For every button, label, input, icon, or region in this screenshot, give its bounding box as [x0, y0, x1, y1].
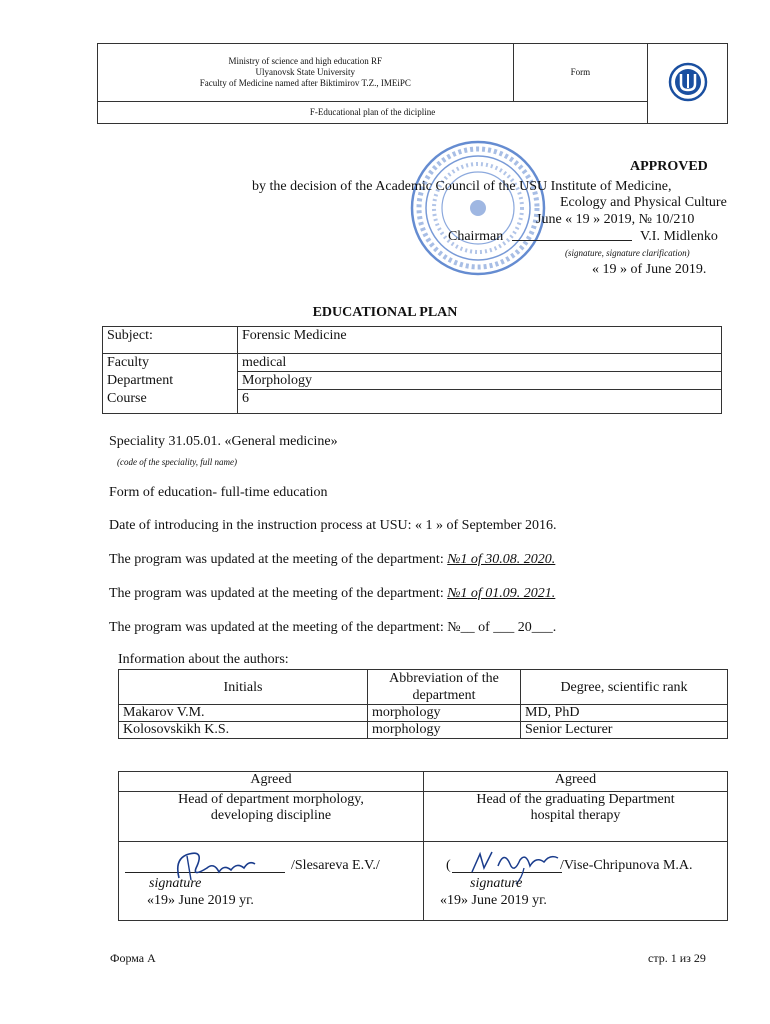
authors-header-department: Abbreviation of the department	[368, 670, 521, 705]
table-row	[119, 722, 728, 739]
chairman-name: V.I. Midlenko	[640, 229, 718, 244]
university-emblem-icon	[668, 62, 708, 102]
agreed-left-role	[119, 792, 424, 842]
agreed-right-role-1: Head of the graduating Department	[476, 792, 675, 807]
chairman-signature-line	[512, 240, 632, 241]
approved-title: APPROVED	[630, 159, 708, 174]
author-department: morphology	[368, 722, 521, 739]
table-row	[103, 372, 722, 390]
table-row	[119, 705, 728, 722]
header-form-label: Form	[513, 44, 648, 102]
authors-header-degree: Degree, scientific rank	[521, 670, 728, 705]
plan-label-subject: Subject:	[103, 327, 238, 354]
plan-value-faculty: medical	[238, 354, 722, 372]
plan-label-faculty: Faculty	[103, 354, 238, 372]
author-department: morphology	[368, 705, 521, 722]
update-value: №__ of ___ 20___.	[447, 620, 557, 635]
author-degree: Senior Lecturer	[521, 722, 728, 739]
header-ministry: Ministry of science and high education RF	[228, 56, 383, 66]
author-initials: Kolosovskikh K.S.	[119, 722, 368, 739]
author-initials: Makarov V.M.	[119, 705, 368, 722]
agreed-right-signature-cell	[424, 842, 728, 921]
agreed-right-role	[424, 792, 728, 842]
update-prefix: The program was updated at the meeting of the department:	[109, 620, 448, 635]
plan-info-table	[102, 326, 722, 414]
footer-page-number: стр. 1 из 29	[648, 951, 706, 965]
approval-line-1: by the decision of the Academic Council of the USU Institute of Medicine,	[252, 179, 672, 194]
header-faculty: Faculty of Medicine named after Biktimirov T.Z., IMEiPC	[199, 78, 411, 88]
plan-value-subject: Forensic Medicine	[242, 328, 347, 343]
agreed-left-date: «19» June 2019 уг.	[147, 893, 254, 908]
table-row	[103, 390, 722, 414]
plan-label-department: Department	[103, 372, 238, 390]
agreed-left-role-1: Head of department morphology,	[178, 792, 364, 807]
document-header	[97, 43, 728, 124]
update-value: №1 of 30.08. 2020.	[447, 552, 556, 567]
header-institution	[98, 44, 514, 102]
table-row	[119, 792, 728, 842]
speciality-note: (code of the speciality, full name)	[117, 457, 237, 467]
update-line-1	[109, 552, 555, 568]
official-seal-icon	[408, 138, 548, 278]
approval-date: « 19 » of June 2019.	[592, 262, 707, 277]
agreed-left-name: /Slesareva E.V./	[291, 858, 380, 873]
update-line-3	[109, 620, 556, 636]
table-header-row	[119, 670, 728, 705]
agreed-left-sig-label: signature	[149, 876, 202, 891]
speciality-line: Speciality 31.05.01. «General medicine»	[109, 434, 338, 449]
authors-header-initials: Initials	[119, 670, 368, 705]
plan-title: EDUCATIONAL PLAN	[312, 305, 458, 320]
authors-table	[118, 669, 728, 739]
agreed-table	[118, 771, 728, 921]
header-doc-type: F-Educational plan of the dicipline	[98, 102, 648, 124]
update-value: №1 of 01.09. 2021.	[447, 586, 556, 601]
agreed-right-title: Agreed	[424, 772, 728, 792]
author-degree: MD, PhD	[521, 705, 728, 722]
plan-value-department: Morphology	[238, 372, 722, 390]
approval-line-2: Ecology and Physical Culture	[560, 195, 727, 210]
update-line-2	[109, 586, 555, 602]
update-prefix: The program was updated at the meeting of the department:	[109, 586, 448, 601]
header-university: Ulyanovsk State University	[255, 67, 356, 77]
agreed-right-role-2: hospital therapy	[530, 808, 621, 823]
signature-clarification-note: (signature, signature clarification)	[565, 248, 690, 258]
footer-form: Форма А	[110, 951, 156, 965]
chairman-label: Chairman	[448, 229, 504, 244]
table-row	[103, 327, 722, 354]
form-of-education: Form of education- full-time education	[109, 485, 328, 500]
authors-caption: Information about the authors:	[118, 652, 289, 667]
agreed-right-name: /Vise-Chripunova M.A.	[560, 858, 693, 873]
agreed-right-date: «19» June 2019 уг.	[440, 893, 547, 908]
agreed-right-open-paren: (	[446, 858, 451, 873]
approval-line-3: June « 19 » 2019, № 10/210	[536, 212, 695, 227]
agreed-right-sig-label: signature	[470, 876, 523, 891]
header-logo-cell	[648, 44, 728, 124]
table-row	[103, 354, 722, 372]
update-prefix: The program was updated at the meeting of the department:	[109, 552, 448, 567]
agreed-left-title: Agreed	[119, 772, 424, 792]
plan-value-course: 6	[242, 391, 249, 406]
agreed-left-signature-cell	[119, 842, 424, 921]
agreed-left-role-2: developing discipline	[210, 808, 332, 823]
date-of-introduction: Date of introducing in the instruction process at USU: « 1 » of September 2016.	[109, 518, 557, 533]
table-row	[119, 772, 728, 792]
table-row	[119, 842, 728, 921]
plan-label-course: Course	[103, 390, 238, 414]
